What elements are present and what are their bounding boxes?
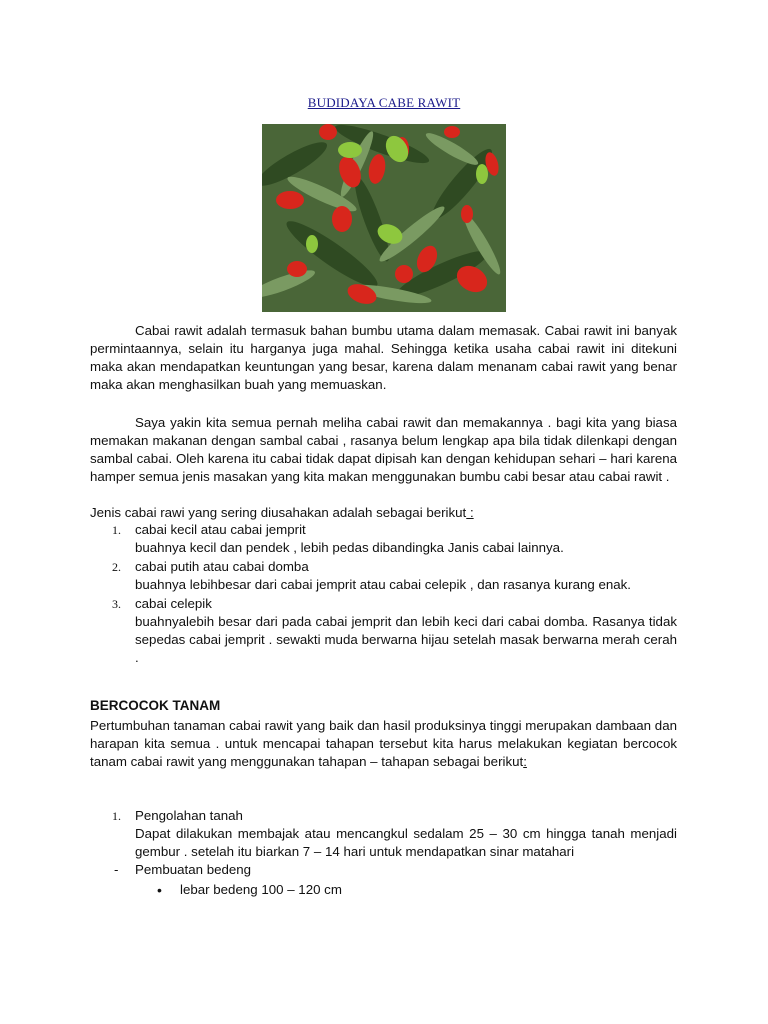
section-paragraph-colon: : (523, 754, 527, 769)
list-number: 2. (112, 560, 121, 574)
list-number: 1. (112, 809, 121, 823)
intro-paragraph: Cabai rawit adalah termasuk bahan bumbu utama dalam memasak. Cabai rawit ini banyak permintaannya, selain itu harganya juga mahal. Sehingga ketika usaha cabai rawit ini ditekuni maka akan mendapatkan keuntungan yang besar, karena dalam menanam cabai rawit yang benar maka akan menghasilkan buah yang memuaskan. (90, 323, 677, 392)
list-item-desc: buahnya kecil dan pendek , lebih pedas dibandingka Janis cabai lainnya. (135, 540, 564, 555)
list-item (90, 558, 677, 594)
list-dash: - (114, 862, 119, 877)
list-item-name: cabai putih atau cabai domba (135, 559, 309, 574)
second-paragraph: Saya yakin kita semua pernah meliha cabai rawit dan memakannya . bagi kita yang biasa memakan makanan dengan sambal cabai , rasanya belum lengkap apa bila tidak dilenkapi dengan sambal cabai. Oleh karena itu cabai tidak dapat dipisah kan dengan kehidupan sehari – hari karena hamper semua jenis masakan yang kita makan menggunakan bumbu cabi besar atau cabai rawit . (90, 415, 677, 484)
types-intro (90, 504, 677, 522)
list-number: 3. (112, 597, 121, 611)
types-intro-colon: : (466, 505, 474, 520)
section-paragraph (90, 717, 677, 771)
list-number: 1. (112, 523, 121, 537)
list-item-desc: Dapat dilakukan membajak atau mencangkul sedalam 25 – 30 cm hingga tanah menjadi gembur . setelah itu biarkan 7 – 14 hari untuk mendapatkan sinar matahari (135, 826, 677, 859)
bullet-item (90, 881, 677, 899)
list-item-name: Pengolahan tanah (135, 808, 243, 823)
section-paragraph-text: Pertumbuhan tanaman cabai rawit yang baik dan hasil produksinya tinggi merupakan dambaan dan harapan kita semua . untuk mencapai tahapan tersebut kita harus melakukan kegiatan bercocok tanam cabai rawit yang menggunakan tahapan – tahapan sebagai berikut (90, 718, 677, 769)
chili-plant-photo (262, 124, 506, 312)
chili-types-list (90, 521, 677, 667)
list-item (90, 595, 677, 667)
list-item-name: cabai kecil atau cabai jemprit (135, 522, 306, 537)
list-item-name: Pembuatan bedeng (135, 862, 252, 877)
bullet-icon: • (157, 882, 162, 898)
list-item-desc: buahnya lebihbesar dari cabai jemprit atau cabai celepik , dan rasanya kurang enak. (135, 577, 631, 592)
list-item (90, 861, 677, 879)
list-item-name: cabai celepik (135, 596, 212, 611)
bullet-text: lebar bedeng 100 – 120 cm (180, 882, 342, 897)
steps-list (90, 807, 677, 899)
list-item-desc: buahnyalebih besar dari pada cabai jemprit dan lebih keci dari cabai domba. Rasanya tidak sepedas cabai jemprit . sewakti muda berwarna hijau setelah masak berwarna merah cerah . (135, 614, 677, 665)
types-intro-text: Jenis cabai rawi yang sering diusahakan adalah sebagai berikut (90, 505, 467, 520)
list-item (90, 521, 677, 557)
section-heading: BERCOCOK TANAM (90, 698, 221, 713)
page-title: BUDIDAYA CABE RAWIT (307, 95, 461, 110)
list-item (90, 807, 677, 861)
